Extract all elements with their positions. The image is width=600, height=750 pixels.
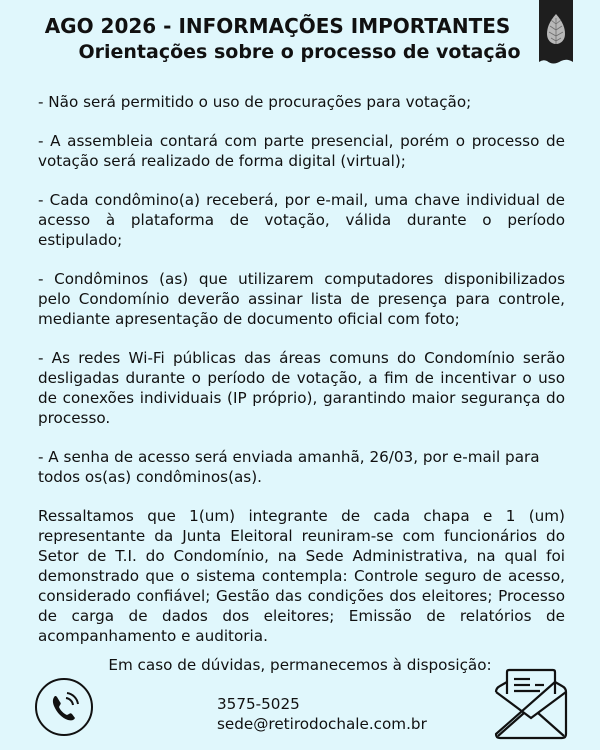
email-address[interactable]: sede@retirodochale.com.br (217, 715, 427, 733)
phone-icon (34, 677, 94, 737)
statement-paragraph: Ressaltamos que 1(um) integrante de cada chapa e 1 (um) representante da Junta Eleitoral reuniram-se com funcionários do Setor de T.I. do Condomínio, na Sede Administrativa, na qual foi demonstrado que o sistema contempla: Controle seguro de acesso, considerado confiável; Gestão das condições dos eleitores; Processo de carga de dados dos eleitores; Emissão de relatórios de acompanhamento e auditoria. (38, 507, 565, 645)
page-subtitle: Orientações sobre o processo de votação (78, 41, 521, 63)
page-title: AGO 2026 - INFORMAÇÕES IMPORTANTES (44, 14, 511, 38)
item-password: - A senha de acesso será enviada amanhã, 26/03, por e-mail para todos os(as) condôminos(as). (38, 448, 540, 486)
item-proxy-voting: - Não será permitido o uso de procurações para votação; (38, 93, 472, 111)
item-computers: - Condôminos (as) que utilizarem computadores disponibilizados pelo Condomínio deverão assinar lista de presença para controle, mediante apresentação de documento oficial com foto; (38, 270, 565, 328)
envelope-icon (492, 668, 570, 740)
phone-number: 3575-5025 (217, 695, 300, 713)
closing-text: Em caso de dúvidas, permanecemos à disposição: (108, 656, 492, 674)
item-wifi: - As redes Wi-Fi públicas das áreas comuns do Condomínio serão desligadas durante o período de votação, a fim de incentivar o uso de conexões individuais (IP próprio), garantindo maior segurança do processo. (38, 349, 565, 427)
item-hybrid-assembly: - A assembleia contará com parte presencial, porém o processo de votação será realizado de forma digital (virtual); (38, 132, 565, 170)
item-access-key: - Cada condômino(a) receberá, por e-mail, uma chave individual de acesso à plataforma de votação, válida durante o período estipulado; (38, 191, 565, 249)
content-body (38, 92, 565, 665)
